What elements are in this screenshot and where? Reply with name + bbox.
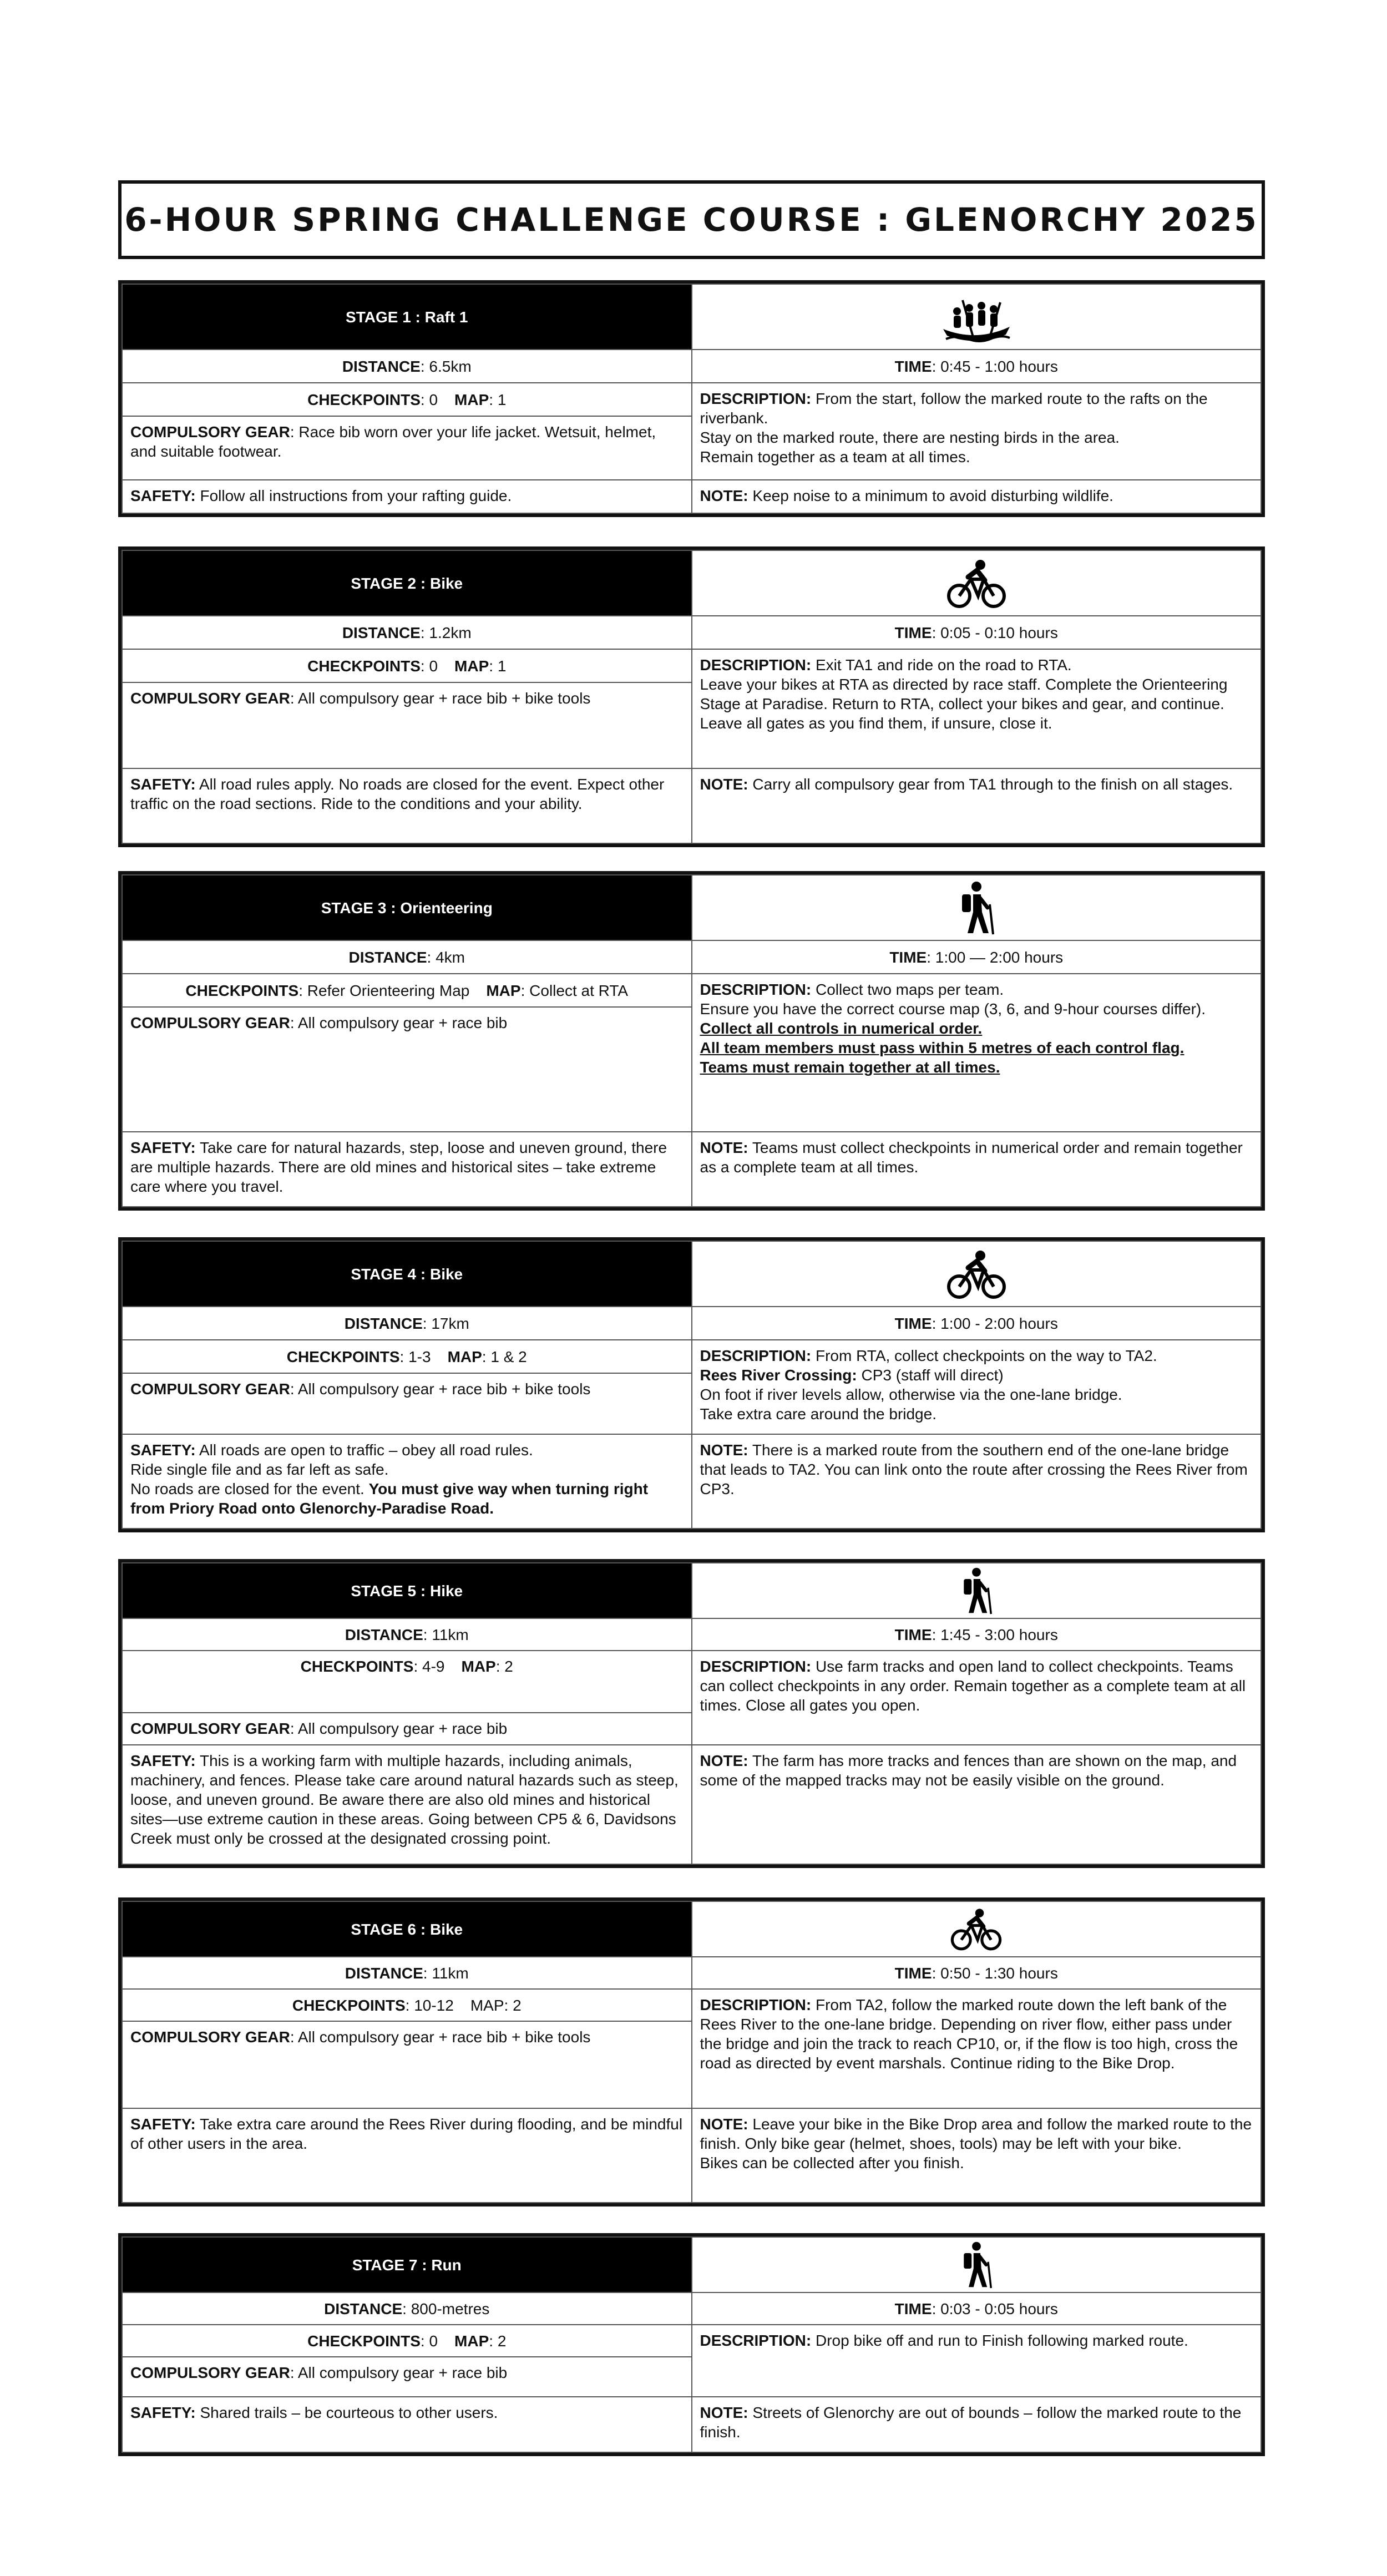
map-value: 2 bbox=[504, 1658, 513, 1675]
stage-title: STAGE 2 : Bike bbox=[122, 550, 692, 616]
gear-cell: COMPULSORY GEAR: All compulsory gear + race bib + bike tools bbox=[122, 682, 692, 768]
gear-cell: COMPULSORY GEAR: Race bib worn over your life jacket. Wetsuit, helmet, and suitable footwear. bbox=[122, 416, 692, 480]
checkpoints-value: 10-12 bbox=[414, 1996, 454, 2014]
time-value: 1:00 - 2:00 hours bbox=[940, 1314, 1058, 1332]
description-cell: DESCRIPTION: Drop bike off and run to Finish following marked route. bbox=[692, 2325, 1262, 2397]
description-cell: DESCRIPTION: Collect two maps per team. Ensure you have the correct course map (3, 6, and 9-hour courses differ). Collect all controls in numerical order. All team members must pass within 5 metres of each control flag. Teams must remain together at all times. bbox=[692, 974, 1262, 1132]
description-cell: DESCRIPTION: Use farm tracks and open land to collect checkpoints. Teams can collect checkpoints in any order. Remain together as a complete team at all times. Close all gates you open. bbox=[692, 1651, 1262, 1745]
distance-value: 1.2km bbox=[429, 624, 472, 641]
gear-cell: COMPULSORY GEAR: All compulsory gear + race bib + bike tools bbox=[122, 1373, 692, 1434]
checkpoints-value: 1-3 bbox=[408, 1348, 431, 1365]
bike-icon bbox=[692, 1901, 1262, 1957]
note-cell: NOTE: The farm has more tracks and fences than are shown on the map, and some of the mapped tracks may not be easily visible on the ground. bbox=[692, 1745, 1262, 1864]
safety-cell: SAFETY: Take extra care around the Rees River during flooding, and be mindful of other users in the area. bbox=[122, 2108, 692, 2203]
note-cell: NOTE: Streets of Glenorchy are out of bounds – follow the marked route to the finish. bbox=[692, 2397, 1262, 2452]
stage-title: STAGE 1 : Raft 1 bbox=[122, 284, 692, 350]
safety-cell: SAFETY: Shared trails – be courteous to other users. bbox=[122, 2397, 692, 2452]
safety-cell: SAFETY: All road rules apply. No roads are closed for the event. Expect other traffic on the road sections. Ride to the conditions and your ability. bbox=[122, 768, 692, 843]
note-cell: NOTE: There is a marked route from the southern end of the one-lane bridge that leads to TA2. You can link onto the route after crossing the Rees River from CP3. bbox=[692, 1434, 1262, 1529]
map-value: 1 bbox=[497, 391, 507, 408]
note-cell: NOTE: Leave your bike in the Bike Drop area and follow the marked route to the finish. Only bike gear (helmet, shoes, tools) may be left with your bike. Bikes can be collected after you finish. bbox=[692, 2108, 1262, 2203]
map-value: 2 bbox=[513, 1996, 522, 2014]
safety-cell: SAFETY: This is a working farm with multiple hazards, including animals, machinery, and fences. Please take care around natural hazards such as steep, loose, and uneven ground. Be aware there are also old mines and historical sites—use extreme caution in these areas. Going between CP5 & 6, Davidsons Creek must only be crossed at the designated crossing point. bbox=[122, 1745, 692, 1864]
distance-value: 11km bbox=[432, 1626, 469, 1643]
time-value: 0:50 - 1:30 hours bbox=[940, 1964, 1058, 1982]
stage-title: STAGE 7 : Run bbox=[122, 2237, 692, 2292]
time-value: 0:03 - 0:05 hours bbox=[940, 2300, 1058, 2317]
stage-title: STAGE 5 : Hike bbox=[122, 1563, 692, 1618]
gear-cell: COMPULSORY GEAR: All compulsory gear + race bib bbox=[122, 1007, 692, 1132]
stage-4-table: STAGE 4 : Bike DISTANCE: 17km TIME: 1:00 - 2:00 hours CHECKPOINTS: 1-3 MAP: 1 & 2 DESCRIPTION: From RTA, collect checkpoints on the way to TA2. Rees River Crossing: CP3 (staff will direct) On foot if river levels allow, otherwise via the one-lane bridge. Take extra care around the bridge. COMPULSORY GEAR: All compulsory gear + race bib + bike tools SAFETY: All roads are open to traffic – obey all road rules. Ride single file and as far left as safe. No roads are closed for the event. You must give way when turning right from Priory Road onto Glenorchy-Paradise Road. NOTE: There is a marked route from the southern end of the one-lane bridge that leads to TA2. You can link onto the route after crossing the Rees River from CP3. bbox=[118, 1237, 1265, 1532]
bike-icon bbox=[692, 1241, 1262, 1307]
stage-3-table: STAGE 3 : Orienteering DISTANCE: 4km TIME: 1:00 — 2:00 hours CHECKPOINTS: Refer Orienteering Map MAP: Collect at RTA DESCRIPTION: Collect two maps per team. Ensure you have the correct course map (3, 6, and 9-hour courses differ). Collect all controls in numerical order. All team members must pass within 5 metres of each control flag. Teams must remain together at all times. COMPULSORY GEAR: All compulsory gear + race bib SAFETY: Take care for natural hazards, step, loose and uneven ground, there are multiple hazards. There are old mines and historical sites – take extreme care where you travel. NOTE: Teams must collect checkpoints in numerical order and remain together as a complete team at all times. bbox=[118, 871, 1265, 1211]
description-cell: DESCRIPTION: From RTA, collect checkpoints on the way to TA2. Rees River Crossing: CP3 (staff will direct) On foot if river levels allow, otherwise via the one-lane bridge. Take extra care around the bridge. bbox=[692, 1340, 1262, 1434]
description-cell: DESCRIPTION: From TA2, follow the marked route down the left bank of the Rees River to the one-lane bridge. Depending on river flow, either pass under the bridge and join the track to reach CP10, or, if the flow is too high, cross the road as directed by event marshals. Continue riding to the Bike Drop. bbox=[692, 1989, 1262, 2108]
bike-icon bbox=[692, 550, 1262, 616]
map-value: 2 bbox=[497, 2332, 507, 2350]
time-value: 0:05 - 0:10 hours bbox=[940, 624, 1058, 641]
distance-value: 4km bbox=[436, 948, 465, 966]
distance-value: 6.5km bbox=[429, 357, 472, 375]
safety-cell: SAFETY: Follow all instructions from your rafting guide. bbox=[122, 480, 692, 513]
hiker-icon bbox=[692, 875, 1262, 940]
stage-7-table: STAGE 7 : Run DISTANCE: 800-metres TIME: 0:03 - 0:05 hours CHECKPOINTS: 0 MAP: 2 DESCRIPTION: Drop bike off and run to Finish following marked route. COMPULSORY GEAR: All compulsory gear + race bib SAFETY: Shared trails – be courteous to other users. NOTE: Streets of Glenorchy are out of bounds – follow the marked route to the finish. bbox=[118, 2233, 1265, 2456]
distance-value: 17km bbox=[431, 1314, 469, 1332]
safety-cell: SAFETY: All roads are open to traffic – obey all road rules. Ride single file and as far left as safe. No roads are closed for the event. You must give way when turning right from Priory Road onto Glenorchy-Paradise Road. bbox=[122, 1434, 692, 1529]
checkpoints-value: 0 bbox=[429, 391, 438, 408]
stage-6-table: STAGE 6 : Bike DISTANCE: 11km TIME: 0:50 - 1:30 hours CHECKPOINTS: 10-12 MAP: 2 DESCRIPTION: From TA2, follow the marked route down the left bank of the Rees River to the one-lane bridge. Depending on river flow, either pass under the bridge and join the track to reach CP10, or, if the flow is too high, cross the road as directed by event marshals. Continue riding to the Bike Drop. COMPULSORY GEAR: All compulsory gear + race bib + bike tools SAFETY: Take extra care around the Rees River during flooding, and be mindful of other users in the area. NOTE: Leave your bike in the Bike Drop area and follow the marked route to the finish. Only bike gear (helmet, shoes, tools) may be left with your bike. Bikes can be collected after you finish. bbox=[118, 1897, 1265, 2206]
distance-value: 800-metres bbox=[411, 2300, 490, 2317]
gear-cell: COMPULSORY GEAR: All compulsory gear + race bib bbox=[122, 2357, 692, 2397]
description-cell: DESCRIPTION: From the start, follow the marked route to the rafts on the riverbank. Stay on the marked route, there are nesting birds in the area. Remain together as a team at all times. bbox=[692, 383, 1262, 480]
page-title: 6-HOUR SPRING CHALLENGE COURSE : GLENORCHY 2025 bbox=[118, 180, 1265, 259]
stage-title: STAGE 6 : Bike bbox=[122, 1901, 692, 1957]
distance-value: 11km bbox=[432, 1964, 469, 1982]
time-value: 1:00 — 2:00 hours bbox=[935, 948, 1064, 966]
time-value: 0:45 - 1:00 hours bbox=[940, 357, 1058, 375]
stage-title: STAGE 3 : Orienteering bbox=[122, 875, 692, 940]
checkpoints-value: 4-9 bbox=[422, 1658, 445, 1675]
gear-cell: COMPULSORY GEAR: All compulsory gear + race bib + bike tools bbox=[122, 2021, 692, 2108]
checkpoints-value: Refer Orienteering Map bbox=[307, 981, 470, 999]
safety-cell: SAFETY: Take care for natural hazards, step, loose and uneven ground, there are multiple hazards. There are old mines and historical sites – take extreme care where you travel. bbox=[122, 1132, 692, 1207]
checkpoints-value: 0 bbox=[429, 657, 438, 675]
description-cell: DESCRIPTION: Exit TA1 and ride on the road to RTA. Leave your bikes at RTA as directed by race staff. Complete the Orienteering Stage at Paradise. Return to RTA, collect your bikes and gear, and continue. Leave all gates as you find them, if unsure, close it. bbox=[692, 649, 1262, 768]
note-cell: NOTE: Carry all compulsory gear from TA1 through to the finish on all stages. bbox=[692, 768, 1262, 843]
stage-1-table: STAGE 1 : Raft 1 DISTANCE: 6.5km TIME: 0:45 - 1:00 hours CHECKPOINTS: 0 MAP: 1 DESCRIPTION: From the start, follow the marked route to the rafts on the riverbank. Stay on the marked route, there are nesting birds in the area. Remain together as a team at all times. COMPULSORY GEAR: Race bib worn over your life jacket. Wetsuit, helmet, and suitable footwear. SAFETY: Follow all instructions from your rafting guide. NOTE: Keep noise to a minimum to avoid disturbing wildlife. bbox=[118, 280, 1265, 517]
map-value: Collect at RTA bbox=[529, 981, 629, 999]
map-value: 1 & 2 bbox=[490, 1348, 527, 1365]
hiker-icon bbox=[692, 2237, 1262, 2292]
stage-title: STAGE 4 : Bike bbox=[122, 1241, 692, 1307]
gear-cell: COMPULSORY GEAR: All compulsory gear + race bib bbox=[122, 1713, 692, 1745]
note-cell: NOTE: Teams must collect checkpoints in numerical order and remain together as a complete team at all times. bbox=[692, 1132, 1262, 1207]
hiker-icon bbox=[692, 1563, 1262, 1618]
raft-icon bbox=[692, 284, 1262, 350]
stage-5-table: STAGE 5 : Hike DISTANCE: 11km TIME: 1:45 - 3:00 hours CHECKPOINTS: 4-9 MAP: 2 DESCRIPTION: Use farm tracks and open land to collect checkpoints. Teams can collect checkpoints in any order. Remain together as a complete team at all times. Close all gates you open. COMPULSORY GEAR: All compulsory gear + race bib SAFETY: This is a working farm with multiple hazards, including animals, machinery, and fences. Please take care around natural hazards such as steep, loose, and uneven ground. Be aware there are also old mines and historical sites—use extreme caution in these areas. Going between CP5 & 6, Davidsons Creek must only be crossed at the designated crossing point. NOTE: The farm has more tracks and fences than are shown on the map, and some of the mapped tracks may not be easily visible on the ground. bbox=[118, 1559, 1265, 1868]
checkpoints-value: 0 bbox=[429, 2332, 438, 2350]
stage-2-table: STAGE 2 : Bike DISTANCE: 1.2km TIME: 0:05 - 0:10 hours CHECKPOINTS: 0 MAP: 1 DESCRIPTION: Exit TA1 and ride on the road to RTA. Leave your bikes at RTA as directed by race staff. Complete the Orienteering Stage at Paradise. Return to RTA, collect your bikes and gear, and continue. Leave all gates as you find them, if unsure, close it. COMPULSORY GEAR: All compulsory gear + race bib + bike tools SAFETY: All road rules apply. No roads are closed for the event. Expect other traffic on the road sections. Ride to the conditions and your ability. NOTE: Carry all compulsory gear from TA1 through to the finish on all stages. bbox=[118, 546, 1265, 847]
note-cell: NOTE: Keep noise to a minimum to avoid disturbing wildlife. bbox=[692, 480, 1262, 513]
time-value: 1:45 - 3:00 hours bbox=[940, 1626, 1058, 1643]
map-value: 1 bbox=[497, 657, 507, 675]
